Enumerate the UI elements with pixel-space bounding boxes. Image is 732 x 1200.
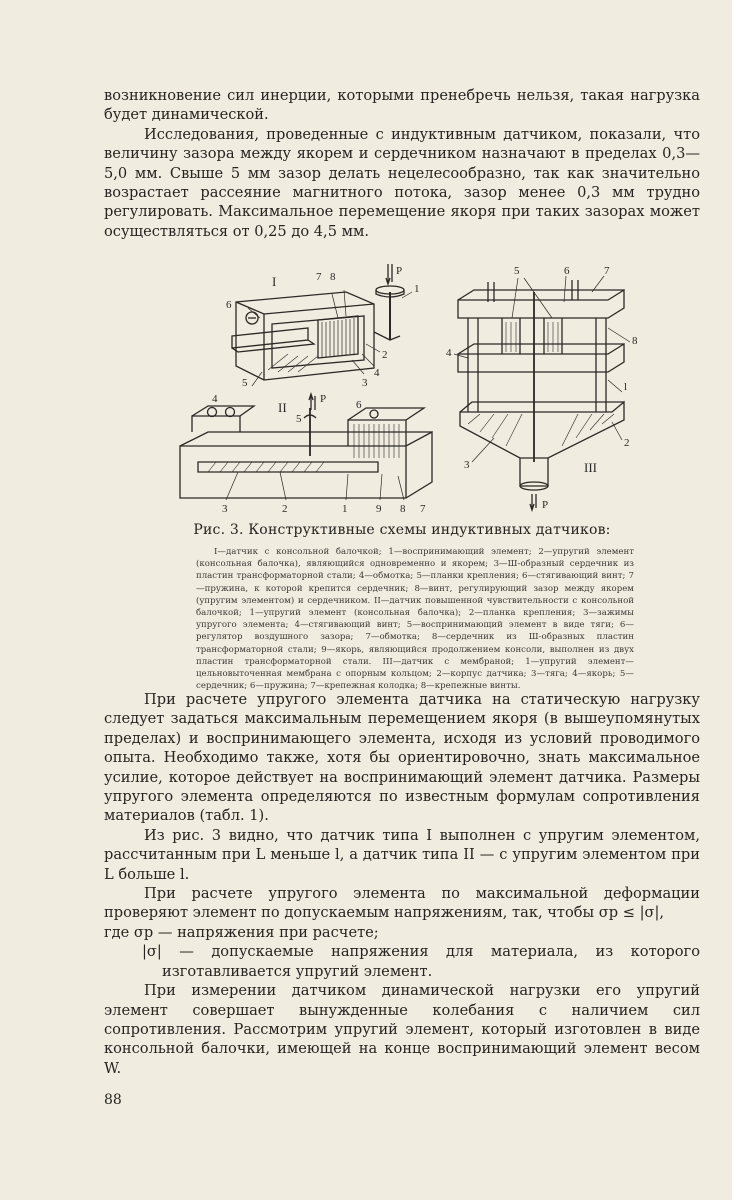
label-2-b: 2 bbox=[282, 503, 288, 512]
label-9-b: 9 bbox=[376, 503, 382, 512]
label-6-a: 6 bbox=[226, 299, 232, 311]
top-text bbox=[104, 86, 700, 241]
legend-text: I—датчик с консольной балочкой; 1—воспринимающий элемент; 2—упругий элемент (консольная балочка), являющийся одновременно и якорем; 3—Ш-образный сердечник из пластин трансформаторной стали; 4—обмотка; 5—планки крепления; 6—стягивающий винт; 7—пружина, к которой крепится сердечник; 8—винт, регулирующий зазор между якорем (упругим элементом) и сердечником. II—датчик повышенной чувствительности с консольной балочкой; 1—упругий элемент (консольная балочка); 2—планка крепления; 3—зажимы упругого элемента; 4—стягивающий винт; 5—воспринимающий элемент в виде тяги; 6—регулятор воздушного зазора; 7—обмотка; 8—сердечник из Ш-образных пластин трансформаторной стали; 9—якорь, являющийся продолжением консоли, выполнен из двух пластин трансформаторной стали. III—датчик с мембраной; 1—упругий элемент—цельновыточенная мембрана с опорным кольцом; 2—корпус датчика; 3—тяга; 4—якорь; 5—сердечник; 6—пружина; 7—крепежная колодка; 8—крепежные винты. bbox=[196, 547, 634, 692]
sensor-type-1-drawing bbox=[232, 264, 412, 386]
label-4-a: 4 bbox=[374, 367, 380, 379]
bottom-text bbox=[104, 690, 700, 1078]
label-7-c: 7 bbox=[604, 265, 610, 277]
label-7-a: 7 bbox=[316, 271, 322, 283]
definition-sigma-p: где σр — напряжения при расчете; bbox=[104, 923, 379, 941]
label-type-2: II bbox=[278, 400, 287, 415]
label-3-a: 3 bbox=[362, 377, 368, 389]
label-2-c: 2 bbox=[624, 437, 630, 449]
label-7-b: 7 bbox=[420, 503, 426, 512]
label-l-c: l bbox=[624, 381, 628, 393]
paragraph-continuation: возникновение сил инерции, которыми пренебречь нельзя, такая нагрузка будет динамической. bbox=[104, 87, 700, 124]
label-5-b: 5 bbox=[296, 413, 302, 425]
label-type-1: I bbox=[272, 274, 277, 289]
label-3-c: 3 bbox=[464, 459, 470, 471]
figure-3 bbox=[168, 262, 648, 512]
figure-caption: Рис. 3. Конструктивные схемы индуктивных датчиков: bbox=[193, 522, 611, 538]
definition-sigma-allowed: |σ| — допускаемые напряжения для материала, из которого изготавливается упругий элемент. bbox=[142, 943, 700, 980]
label-1-b: 1 bbox=[342, 503, 348, 512]
label-6-c: 6 bbox=[564, 265, 570, 277]
paragraph-dynamic-load: При измерении датчиком динамической нагрузки его упругий элемент совершает вынужденные колебания с наличием сил сопротивления. Рассмотрим упругий элемент, который изготовлен в виде консольной балочки, имеющей на конце воспринимающий элемент весом W. bbox=[104, 982, 700, 1077]
label-5-a: 5 bbox=[242, 377, 248, 389]
paragraph-gap-research: Исследования, проведенные с индуктивным датчиком, показали, что величину зазора между якорем и сердечником назначают в пределах 0,3—5,0 мм. Свыше 5 мм зазор делать нецелесообразно, так как значительно возрастает рассеяние магнитного потока, зазор менее 0,3 мм трудно регулировать. Максимальное перемещение якоря при таких зазорах может осуществляться от 0,25 до 4,5 мм. bbox=[104, 125, 700, 240]
label-type-3: III bbox=[584, 460, 597, 475]
label-8-c: 8 bbox=[632, 335, 638, 347]
label-8-a: 8 bbox=[330, 271, 336, 283]
page-number: 88 bbox=[104, 1092, 122, 1108]
label-3-b: 3 bbox=[222, 503, 228, 512]
label-6-b: 6 bbox=[356, 399, 362, 411]
label-4-c: 4 bbox=[446, 347, 452, 359]
label-5-c: 5 bbox=[514, 265, 520, 277]
label-force-2: P bbox=[320, 393, 327, 405]
paragraph-static-load: При расчете упругого элемента датчика на статическую нагрузку следует задаться максимальным перемещением якоря (в вышеупомянутых пределах) и воспринимающего элемента, исходя из условий проводимого опыта. Необходимо также, хотя бы ориентировочно, знать максимальное усилие, которое действует на воспринимающий элемент датчика. Размеры упругого элемента определяются по известным формулам сопротивления материалов (табл. 1). bbox=[104, 691, 700, 825]
figure-legend bbox=[196, 546, 634, 692]
paragraph-stress-check: При расчете упругого элемента по максимальной деформации проверяют элемент по допускаемым напряжениям, так, чтобы σр ≤ |σ|, bbox=[104, 885, 700, 922]
paragraph-figure-reference: Из рис. 3 видно, что датчик типа I выполнен с упругим элементом, рассчитанным при L меньше l, а датчик типа II — с упругим элементом при L больше l. bbox=[104, 826, 700, 883]
label-2-a: 2 bbox=[382, 349, 388, 361]
inductive-sensor-diagrams bbox=[168, 262, 648, 512]
label-force-1: P bbox=[396, 265, 403, 277]
sensor-type-2-drawing bbox=[180, 394, 432, 500]
label-4-b: 4 bbox=[212, 393, 218, 405]
label-1-a: 1 bbox=[414, 283, 420, 295]
sensor-type-3-drawing bbox=[454, 276, 630, 510]
label-force-3: P bbox=[542, 499, 549, 511]
label-8-b: 8 bbox=[400, 503, 406, 512]
